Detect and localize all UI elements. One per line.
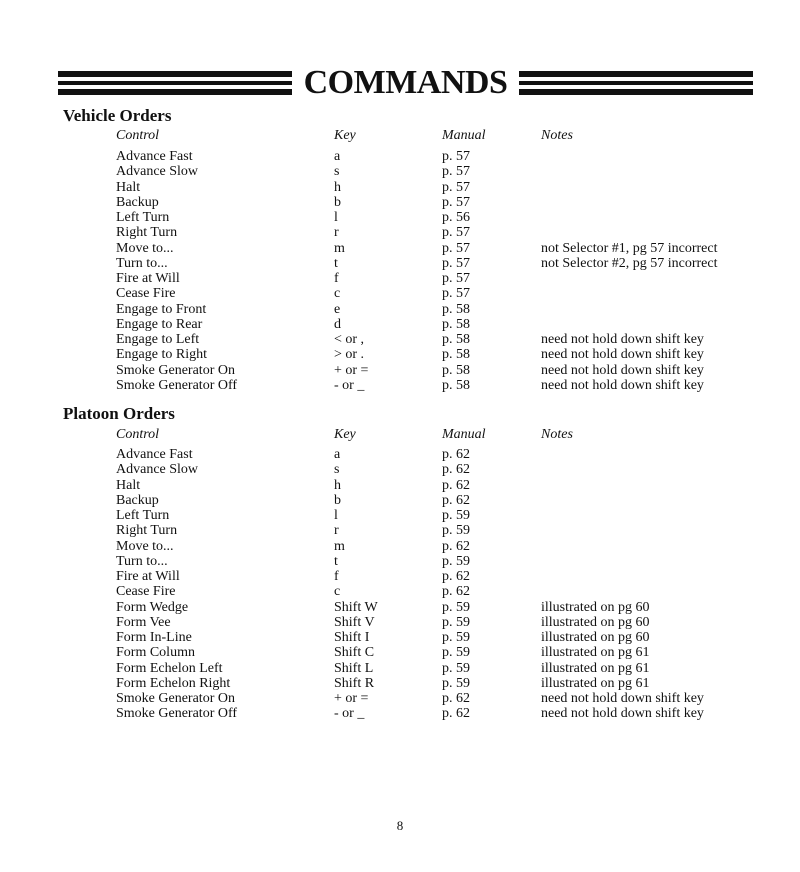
row-control: Right Turn <box>116 523 178 539</box>
row-manual: p. 59 <box>442 645 470 661</box>
title-bar <box>58 62 753 104</box>
row-control: Turn to... <box>116 255 168 271</box>
table-row <box>0 378 800 393</box>
table-row <box>0 317 800 332</box>
row-key: - or _ <box>334 706 365 722</box>
rule-line <box>519 71 753 77</box>
row-key: s <box>334 462 340 478</box>
row-control: Form Column <box>116 645 195 661</box>
row-control: Halt <box>116 477 141 493</box>
table-row <box>0 363 800 378</box>
table-row <box>0 271 800 286</box>
header-manual: Manual <box>442 427 486 442</box>
table-row <box>0 241 800 256</box>
table-row <box>0 630 800 645</box>
table-row <box>0 302 800 317</box>
row-key: r <box>334 225 339 241</box>
row-manual: p. 57 <box>442 179 470 195</box>
row-control: Engage to Rear <box>116 316 203 332</box>
row-notes: need not hold down shift key <box>541 377 704 393</box>
rule-line <box>519 89 753 95</box>
row-control: Fire at Will <box>116 569 180 584</box>
row-control: Advance Slow <box>116 164 199 180</box>
rule-line <box>58 89 292 95</box>
row-manual: p. 57 <box>442 194 470 210</box>
row-manual: p. 62 <box>442 691 470 706</box>
table-row <box>0 462 800 477</box>
row-control: Engage to Front <box>116 301 207 317</box>
table-row <box>0 676 800 691</box>
row-control: Form Echelon Right <box>116 675 231 691</box>
row-key: f <box>334 569 339 584</box>
row-control: Advance Fast <box>116 447 193 462</box>
row-key: a <box>334 447 341 462</box>
row-key: d <box>334 316 341 332</box>
row-key: Shift L <box>334 660 374 676</box>
row-control: Form Vee <box>116 614 171 630</box>
table-row <box>0 508 800 523</box>
page-number: 8 <box>396 818 404 833</box>
row-control: Smoke Generator On <box>116 362 235 378</box>
row-manual: p. 58 <box>442 332 470 347</box>
row-key: h <box>334 179 341 195</box>
row-key: f <box>334 271 339 286</box>
row-key: m <box>334 240 345 256</box>
table-row <box>0 661 800 676</box>
row-control: Right Turn <box>116 225 178 241</box>
row-manual: p. 58 <box>442 377 470 393</box>
row-manual: p. 57 <box>442 240 470 256</box>
row-notes: illustrated on pg 61 <box>541 660 650 676</box>
row-manual: p. 58 <box>442 362 470 378</box>
row-control: Smoke Generator On <box>116 691 235 706</box>
table-row <box>0 180 800 195</box>
row-key: r <box>334 523 339 539</box>
table-row <box>0 584 800 599</box>
row-manual: p. 62 <box>442 538 470 554</box>
row-manual: p. 62 <box>442 447 470 462</box>
table-row <box>0 195 800 210</box>
table-row <box>0 645 800 660</box>
header-notes: Notes <box>541 427 573 442</box>
row-manual: p. 62 <box>442 492 470 508</box>
row-manual: p. 62 <box>442 462 470 478</box>
table-row <box>0 493 800 508</box>
row-control: Cease Fire <box>116 286 176 302</box>
header-key: Key <box>334 128 356 143</box>
row-manual: p. 59 <box>442 630 470 645</box>
row-key: Shift C <box>334 645 375 661</box>
row-control: Engage to Left <box>116 332 200 347</box>
rule-line <box>519 81 753 85</box>
section-heading: Vehicle Orders <box>63 106 172 125</box>
row-control: Left Turn <box>116 210 170 225</box>
row-control: Backup <box>116 492 159 508</box>
row-control: Fire at Will <box>116 271 180 286</box>
row-manual: p. 56 <box>442 210 470 225</box>
row-control: Advance Slow <box>116 462 199 478</box>
row-manual: p. 59 <box>442 599 470 615</box>
row-manual: p. 59 <box>442 614 470 630</box>
table-row <box>0 225 800 240</box>
table-row <box>0 554 800 569</box>
table-row <box>0 164 800 179</box>
row-notes: illustrated on pg 60 <box>541 599 650 615</box>
table-row <box>0 210 800 225</box>
row-control: Form Wedge <box>116 599 189 615</box>
table-row <box>0 347 800 362</box>
row-manual: p. 57 <box>442 225 470 241</box>
row-key: Shift I <box>334 630 370 645</box>
row-manual: p. 62 <box>442 477 470 493</box>
row-manual: p. 62 <box>442 706 470 722</box>
row-manual: p. 62 <box>442 569 470 584</box>
row-notes: need not hold down shift key <box>541 706 704 722</box>
rule-line <box>58 71 292 77</box>
row-key: e <box>334 301 341 317</box>
row-manual: p. 59 <box>442 675 470 691</box>
row-control: Move to... <box>116 538 174 554</box>
row-notes: need not hold down shift key <box>541 691 704 706</box>
row-key: c <box>334 286 341 302</box>
header-manual: Manual <box>442 128 486 143</box>
row-key: > or . <box>334 347 365 363</box>
row-notes: illustrated on pg 60 <box>541 614 650 630</box>
row-key: l <box>334 210 338 225</box>
table-row <box>0 615 800 630</box>
row-key: t <box>334 553 338 569</box>
table-row <box>0 256 800 271</box>
page-title: COMMANDS <box>303 64 508 101</box>
row-manual: p. 57 <box>442 286 470 302</box>
row-key: Shift W <box>334 599 378 615</box>
rule-line <box>58 81 292 85</box>
row-key: t <box>334 255 338 271</box>
table-row <box>0 539 800 554</box>
row-notes: not Selector #1, pg 57 incorrect <box>541 240 718 256</box>
row-control: Cease Fire <box>116 584 176 600</box>
row-key: + or = <box>334 362 369 378</box>
title-rule-right <box>519 71 753 95</box>
row-manual: p. 59 <box>442 660 470 676</box>
table-row <box>0 447 800 462</box>
row-control: Engage to Right <box>116 347 207 363</box>
row-control: Turn to... <box>116 553 168 569</box>
row-notes: not Selector #2, pg 57 incorrect <box>541 255 718 271</box>
row-notes: need not hold down shift key <box>541 347 704 363</box>
column-header-row <box>0 128 800 143</box>
table-row <box>0 149 800 164</box>
table-row <box>0 706 800 721</box>
row-key: b <box>334 492 341 508</box>
header-control: Control <box>116 427 160 442</box>
row-notes: need not hold down shift key <box>541 362 704 378</box>
row-key: Shift V <box>334 614 375 630</box>
row-key: - or _ <box>334 377 365 393</box>
row-key: Shift R <box>334 675 375 691</box>
row-notes: illustrated on pg 61 <box>541 675 650 691</box>
header-key: Key <box>334 427 356 442</box>
row-notes: illustrated on pg 61 <box>541 645 650 661</box>
row-notes: need not hold down shift key <box>541 332 704 347</box>
row-key: < or , <box>334 332 365 347</box>
row-key: h <box>334 477 341 493</box>
row-control: Advance Fast <box>116 149 193 164</box>
row-control: Form In-Line <box>116 630 192 645</box>
row-control: Form Echelon Left <box>116 660 223 676</box>
row-control: Smoke Generator Off <box>116 377 238 393</box>
row-key: l <box>334 508 338 523</box>
row-manual: p. 57 <box>442 271 470 286</box>
section-heading: Platoon Orders <box>63 404 175 423</box>
header-notes: Notes <box>541 128 573 143</box>
header-control: Control <box>116 128 160 143</box>
row-manual: p. 57 <box>442 149 470 164</box>
table-row <box>0 691 800 706</box>
column-header-row <box>0 427 800 442</box>
row-manual: p. 58 <box>442 316 470 332</box>
row-key: + or = <box>334 691 369 706</box>
row-control: Left Turn <box>116 508 170 523</box>
row-key: a <box>334 149 341 164</box>
table-row <box>0 286 800 301</box>
table-row <box>0 523 800 538</box>
row-key: c <box>334 584 341 600</box>
title-rule-left <box>58 71 292 95</box>
row-manual: p. 58 <box>442 301 470 317</box>
row-control: Move to... <box>116 240 174 256</box>
table-row <box>0 478 800 493</box>
row-manual: p. 57 <box>442 255 470 271</box>
row-manual: p. 58 <box>442 347 470 363</box>
row-manual: p. 59 <box>442 523 470 539</box>
row-manual: p. 59 <box>442 508 470 523</box>
row-control: Smoke Generator Off <box>116 706 238 722</box>
row-manual: p. 62 <box>442 584 470 600</box>
row-control: Backup <box>116 194 159 210</box>
table-row <box>0 569 800 584</box>
row-key: m <box>334 538 345 554</box>
row-control: Halt <box>116 179 141 195</box>
row-manual: p. 57 <box>442 164 470 180</box>
row-key: s <box>334 164 340 180</box>
table-row <box>0 600 800 615</box>
row-notes: illustrated on pg 60 <box>541 630 650 645</box>
row-key: b <box>334 194 341 210</box>
row-manual: p. 59 <box>442 553 470 569</box>
table-row <box>0 332 800 347</box>
